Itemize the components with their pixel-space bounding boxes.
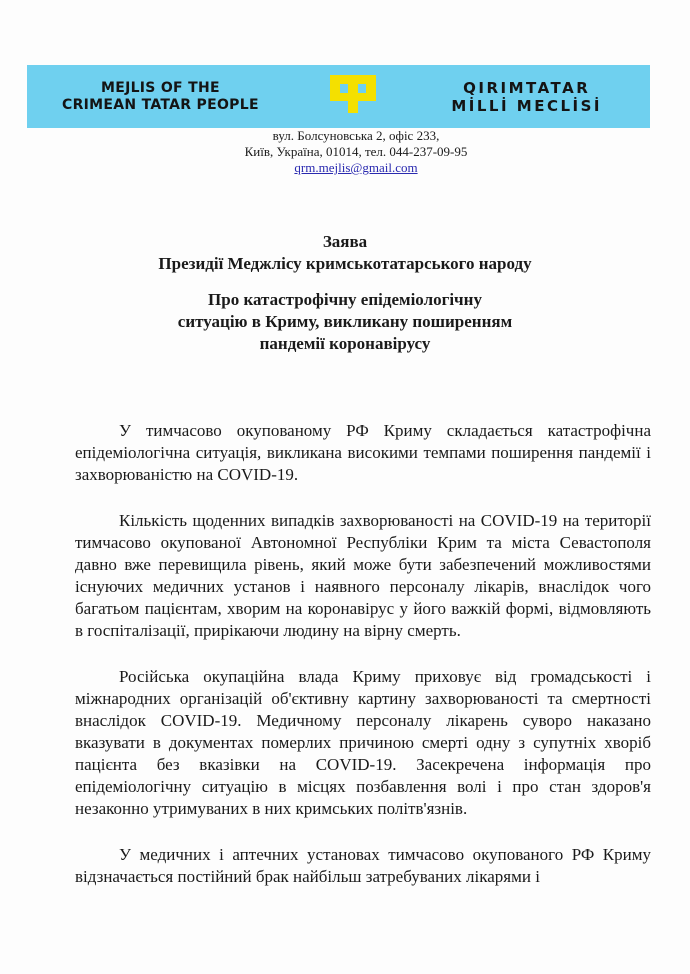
address-block: [0, 128, 690, 176]
paragraph: У тимчасово окупованому РФ Криму складається катастрофічна епідеміологічна ситуація, викликана високими темпами поширення пандемії і захворюваністю на COVID-19.: [75, 421, 651, 484]
letterhead-banner: [27, 65, 650, 128]
title-line1: Заява: [322, 232, 368, 251]
email-link[interactable]: qrm.mejlis@gmail.com: [294, 160, 418, 175]
address-line1: вул. Болсуновська 2, офіс 233,: [272, 128, 440, 143]
subtitle-line3: пандемії коронавірусу: [259, 334, 431, 353]
email-line: [0, 160, 690, 176]
statement-subtitle: [0, 289, 690, 355]
paragraph: Кількість щоденних випадків захворюваності на COVID-19 на території тимчасово окупованої Автономної Республіки Крим та міста Севастополя давно вже перевищила рівень, який може бути забезпечений можливостями існуючих медичних установ і наявного персоналу лікарів, внаслідок чого багатьом пацієнтам, хворим на коронавірус у його важкій формі, відмовляють в госпіталізації, прирікаючи людину на вірну смерть.: [75, 511, 651, 640]
subtitle-line2: ситуацію в Криму, викликану поширенням: [177, 312, 513, 331]
org-name-crimean-tatar-line1: QIRIMTATAR: [463, 78, 591, 97]
org-name-crimean-tatar: [451, 79, 650, 115]
org-name-english-line1: MEJLIS OF THE: [100, 79, 220, 96]
tamga-logo-icon: [328, 73, 378, 115]
paragraph: Російська окупаційна влада Криму приховує від громадськості і міжнародних організацій об'єктивну картину захворюваності та смертності внаслідок COVID-19. Медичному персоналу лікарень суворо наказано вказувати в документах померлих причиною смерті одну з супутніх хворіб пацієнта без вказівки на COVID-19. Засекречена інформація про епідеміологічну ситуацію в місцях позбавлення волі і про стан здоров'я незаконно утримуваних в них кримських політв'язнів.: [75, 667, 651, 818]
address-line2: Київ, Україна, 01014, тел. 044-237-09-95: [244, 144, 468, 159]
statement-body: [75, 420, 651, 912]
subtitle-line1: Про катастрофічну епідеміологічну: [208, 290, 482, 309]
org-name-english: [27, 80, 259, 114]
paragraph: У медичних і аптечних установах тимчасово окупованого РФ Криму відзначається постійний брак найбільш затребуваних лікарями і: [75, 845, 651, 886]
org-name-english-line2: CRIMEAN TATAR PEOPLE: [62, 96, 259, 113]
title-line2: Президії Меджлісу кримськотатарського народу: [158, 254, 532, 273]
org-name-crimean-tatar-line2: MİLLİ MECLİSİ: [451, 96, 602, 115]
statement-title: [0, 231, 690, 275]
